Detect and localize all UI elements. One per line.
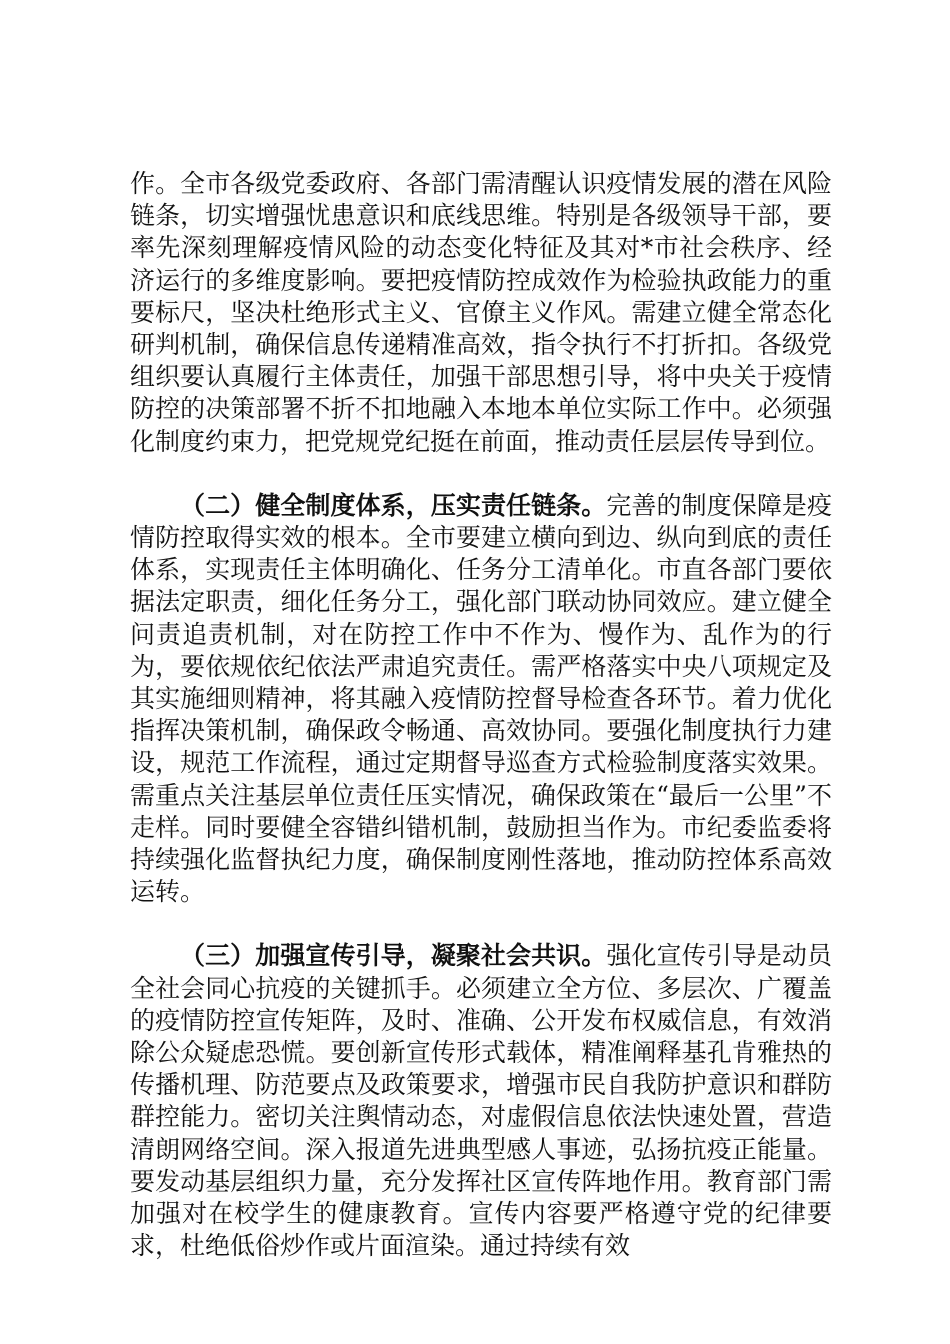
section-heading-3: （三）加强宣传引导，凝聚社会共识。 — [180, 941, 607, 971]
document-body — [130, 168, 832, 1263]
paragraph-section-2 — [130, 490, 832, 909]
paragraph-section-3 — [130, 940, 832, 1262]
paragraph-body: 作。全市各级党委政府、各部门需清醒认识疫情发展的潜在风险链条，切实增强忧患意识和底线思维。特别是各级领导干部，要率先深刻理解疫情风险的动态变化特征及其对*市社会秩序、经济运行的多维度影响。要把疫情防控成效作为检验执政能力的重要标尺，坚决杜绝形式主义、官僚主义作风。需建立健全常态化研判机制，确保信息传递精准高效，指令执行不打折扣。各级党组织要认真履行主体责任，加强干部思想引导，将中央关于疫情防控的决策部署不折不扣地融入本地本单位实际工作中。必须强化制度约束力，把党规党纪挺在前面，推动责任层层传导到位。 — [130, 169, 832, 456]
section-heading-2: （二）健全制度体系，压实责任链条。 — [180, 490, 607, 520]
paragraph-continued — [130, 168, 832, 458]
paragraph-body: 完善的制度保障是疫情防控取得实效的根本。全市要建立横向到边、纵向到底的责任体系，实现责任主体明确化、任务分工清单化。市直各部门要依据法定职责，细化任务分工，强化部门联动协同效应。建立健全问责追责机制，对在防控工作中不作为、慢作为、乱作为的行为，要依规依纪依法严肃追究责任。需严格落实中央八项规定及其实施细则精神，将其融入疫情防控督导检查各环节。着力优化指挥决策机制，确保政令畅通、高效协同。要强化制度执行力建设，规范工作流程，通过定期督导巡查方式检验制度落实效果。需重点关注基层单位责任压实情况，确保政策在“最后一公里”不走样。同时要健全容错纠错机制，鼓励担当作为。市纪委监委将持续强化监督执纪力度，确保制度刚性落地，推动防控体系高效运转。 — [130, 490, 832, 907]
paragraph-body: 强化宣传引导是动员全社会同心抗疫的关键抓手。必须建立全方位、多层次、广覆盖的疫情防控宣传矩阵，及时、准确、公开发布权威信息，有效消除公众疑虑恐慌。要创新宣传形式载体，精准阐释基孔肯雅热的传播机理、防范要点及政策要求，增强市民自我防护意识和群防群控能力。密切关注舆情动态，对虚假信息依法快速处置，营造清朗网络空间。深入报道先进典型感人事迹，弘扬抗疫正能量。要发动基层组织力量，充分发挥社区宣传阵地作用。教育部门需加强对在校学生的健康教育。宣传内容要严格遵守党的纪律要求，杜绝低俗炒作或片面渲染。通过持续有效 — [130, 941, 832, 1261]
